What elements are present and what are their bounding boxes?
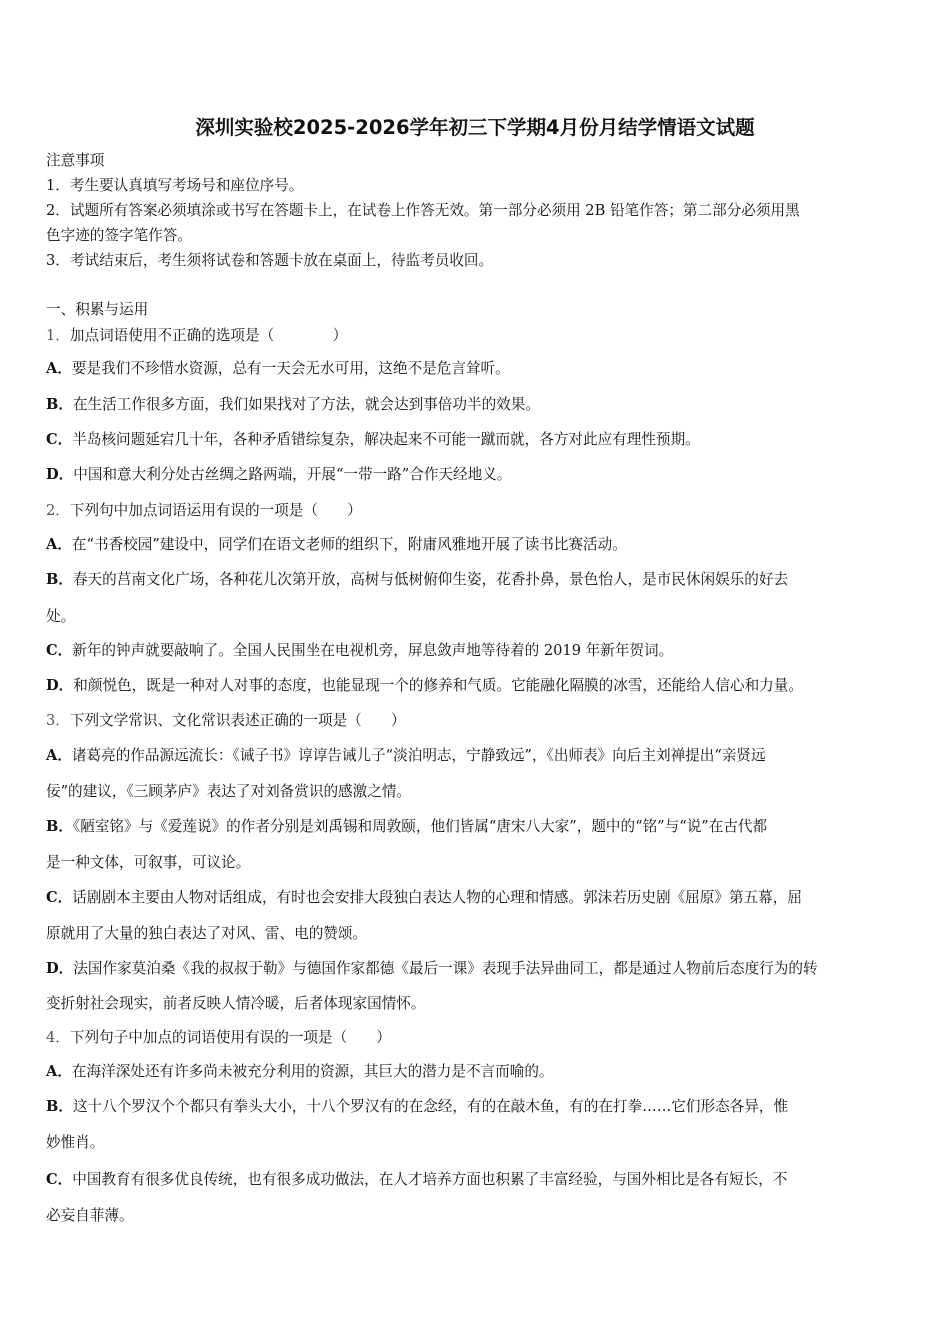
option-text: 在海洋深处还有许多尚未被充分利用的资源，其巨大的潜力是不言而喻的。	[71, 1063, 554, 1080]
option-label: A．	[46, 536, 72, 553]
option-label: D．	[46, 960, 74, 977]
option-text: 新年的钟声就要敲响了。全国人民围坐在电视机旁，屏息敛声地等待着的 2019 年新年贺词。	[72, 642, 674, 659]
notice-item: 1．考生要认真填写考场号和座位序号。	[46, 177, 304, 194]
page-title: 深圳实验校2025-2026学年初三下学期4月份月结学情语文试题	[195, 116, 755, 139]
question-number: 3．	[46, 712, 70, 729]
option-text: 话剧剧本主要由人物对话组成，有时也会安排大段独白表达人物的心理和情感。郭沫若历史剧《屈原》第五幕，屈	[72, 889, 802, 906]
option-continuation: 原就用了大量的独白表达了对风、雷、电的赞颂。	[46, 925, 368, 942]
question-number: 1．	[46, 327, 70, 344]
question-text: 下列句中加点词语运用有误的一项是（ ）	[69, 502, 362, 519]
option-label: B．	[46, 396, 73, 413]
option-continuation: 是一种文体，可叙事，可议论。	[46, 854, 251, 871]
option-text: 中国教育有很多优良传统，也有很多成功做法，在人才培养方面也积累了丰富经验，与国外相比是各有短长，不	[72, 1171, 788, 1188]
option-text: 《陋室铭》与《爱莲说》的作者分别是刘禹锡和周敦颐，他们皆属“唐宋八大家”，题中的“铭”与“说”在古代都	[72, 818, 768, 835]
option-line	[46, 888, 802, 908]
option-text: 法国作家莫泊桑《我的叔叔于勒》与德国作家都德《最后一课》表现手法异曲同工，都是通过人物前后态度行为的转	[73, 960, 818, 977]
option-text: 这十八个罗汉个个都只有拳头大小，十八个罗汉有的在念经，有的在敲木鱼，有的在打拳……它们形态各异，惟	[72, 1098, 789, 1115]
notice-item: 3．考试结束后，考生须将试卷和答题卡放在桌面上，待监考员收回。	[46, 252, 494, 269]
option-line	[46, 1097, 788, 1117]
question-stem	[46, 501, 362, 521]
option-line	[46, 1062, 554, 1082]
option-line	[46, 817, 767, 837]
option-label: B．	[46, 1098, 73, 1115]
option-continuation: 必妄自菲薄。	[46, 1207, 134, 1224]
option-line	[46, 395, 540, 415]
option-text: 半岛核问题延宕几十年，各种矛盾错综复杂，解决起来不可能一蹴而就，各方对此应有理性预期。	[72, 431, 700, 448]
option-text: 在“书香校园”建设中，同学们在语文老师的组织下，附庸风雅地开展了读书比赛活动。	[71, 536, 627, 553]
option-continuation: 妙惟肖。	[46, 1134, 105, 1151]
option-line	[46, 676, 803, 696]
question-number: 2．	[46, 502, 70, 519]
option-label: A．	[46, 360, 72, 377]
option-text: 诸葛亮的作品源远流长：《诫子书》谆谆告诫儿子“淡泊明志，宁静致远”，《出师表》向后主刘禅提出“亲贤远	[71, 747, 766, 764]
option-line	[46, 959, 818, 979]
notice-item: 2．试题所有答案必须填涂或书写在答题卡上，在试卷上作答无效。第一部分必须用 2B 铅笔作答；第二部分必须用黑	[46, 202, 800, 219]
question-stem	[46, 1028, 391, 1048]
option-continuation: 处。	[46, 608, 76, 625]
section-heading: 一、积累与运用	[46, 301, 149, 318]
question-text: 下列句子中加点的词语使用有误的一项是（ ）	[69, 1029, 391, 1046]
option-label: A．	[46, 1063, 72, 1080]
option-line	[46, 746, 766, 766]
option-text: 在生活工作很多方面，我们如果找对了方法，就会达到事倍功半的效果。	[72, 396, 540, 413]
option-text: 和颜悦色，既是一种对人对事的态度，也能显现一个的修养和气质。它能融化隔膜的冰雪，还能给人信心和力量。	[73, 677, 803, 694]
option-label: B．	[46, 818, 73, 835]
option-label: D．	[46, 466, 74, 483]
option-label: C．	[46, 1171, 73, 1188]
option-text: 春天的莒南文化广场，各种花儿次第开放，高树与低树俯仰生姿，花香扑鼻，景色怡人，是市民休闲娱乐的好去	[72, 571, 789, 588]
option-continuation: 变折射社会现实，前者反映人情冷暖，后者体现家国情怀。	[46, 995, 426, 1012]
option-line	[46, 535, 627, 555]
option-label: D．	[46, 677, 74, 694]
option-text: 中国和意大利分处古丝绸之路两端，开展“一带一路”合作天经地义。	[73, 466, 512, 483]
option-text: 要是我们不珍惜水资源，总有一天会无水可用，这绝不是危言耸听。	[71, 360, 510, 377]
question-stem	[46, 711, 406, 731]
option-continuation: 佞”的建议，《三顾茅庐》表达了对刘备赏识的感激之情。	[46, 783, 412, 800]
question-text: 加点词语使用不正确的选项是（ ）	[69, 327, 348, 344]
option-line	[46, 641, 673, 661]
option-label: B．	[46, 571, 73, 588]
option-line	[46, 359, 510, 379]
question-stem	[46, 326, 347, 346]
option-label: C．	[46, 431, 73, 448]
option-line	[46, 1170, 787, 1190]
option-label: A．	[46, 747, 72, 764]
option-label: C．	[46, 889, 73, 906]
notice-item: 色字迹的签字笔作答。	[46, 227, 192, 244]
question-text: 下列文学常识、文化常识表述正确的一项是（ ）	[69, 712, 406, 729]
option-line	[46, 570, 788, 590]
option-line	[46, 430, 700, 450]
option-label: C．	[46, 642, 73, 659]
question-number: 4．	[46, 1029, 70, 1046]
option-line	[46, 465, 511, 485]
notice-heading: 注意事项	[46, 152, 105, 169]
